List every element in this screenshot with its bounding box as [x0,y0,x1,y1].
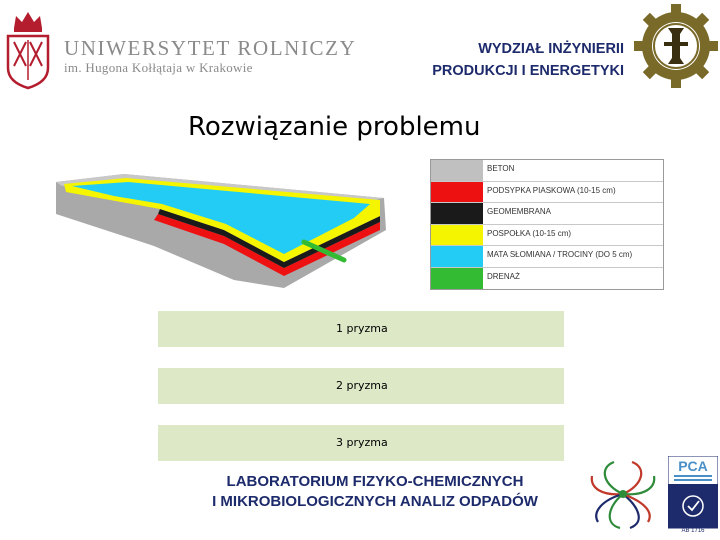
faculty-line-1: WYDZIAŁ INŻYNIERII [478,41,624,57]
legend-row [431,160,663,182]
legend-swatch-drain [431,268,483,290]
university-emblem-logo [4,6,52,90]
legend-swatch-pospolka [431,225,483,246]
legend-row [431,182,663,204]
pryzma-label: 3 pryzma [336,436,388,449]
laboratory-line-1: LABORATORIUM FIZYKO-CHEMICZNYCH [226,473,524,490]
faculty-gear-logo [634,4,718,88]
legend-label: GEOMEMBRANA [487,207,552,216]
legend-label: MATA SŁOMIANA / TROCINY (DO 5 cm) [487,250,633,259]
laboratory-swirl-logo [584,456,662,532]
legend-swatch-sand [431,182,483,203]
legend-row [431,246,663,268]
slide-title: Rozwiązanie problemu [188,112,481,142]
layer-legend [430,159,664,290]
legend-row [431,268,663,290]
legend-label: DRENAŻ [487,271,520,281]
pryzma-label: 1 pryzma [336,322,388,335]
laboratory-line-2: I MIKROBIOLOGICZNYCH ANALIZ ODPADÓW [212,493,538,510]
university-name: UNIWERSYTET ROLNICZY [64,36,357,60]
legend-row [431,225,663,247]
pca-logo-text: PCA [678,458,708,474]
faculty-line-2: PRODUKCJI I ENERGETYKI [432,63,624,79]
legend-label: PODSYPKA PIASKOWA (10-15 cm) [487,185,616,195]
laboratory-name [170,472,580,512]
legend-label: POSPOŁKA (10-15 cm) [487,228,572,238]
pryzma-box-1 [158,311,564,347]
legend-row [431,203,663,225]
pca-accreditation-code: AB 1716 [681,528,705,534]
composting-bed-diagram [54,170,394,290]
pryzma-label: 2 pryzma [336,379,388,392]
legend-swatch-straw-mat [431,246,483,267]
legend-swatch-concrete [431,160,483,181]
faculty-name [432,38,624,82]
pryzma-box-3 [158,425,564,461]
legend-swatch-geomembrane [431,203,483,224]
legend-label: BETON [487,164,515,173]
university-subtitle: im. Hugona Kołłątaja w Krakowie [64,60,253,75]
pryzma-box-2 [158,368,564,404]
